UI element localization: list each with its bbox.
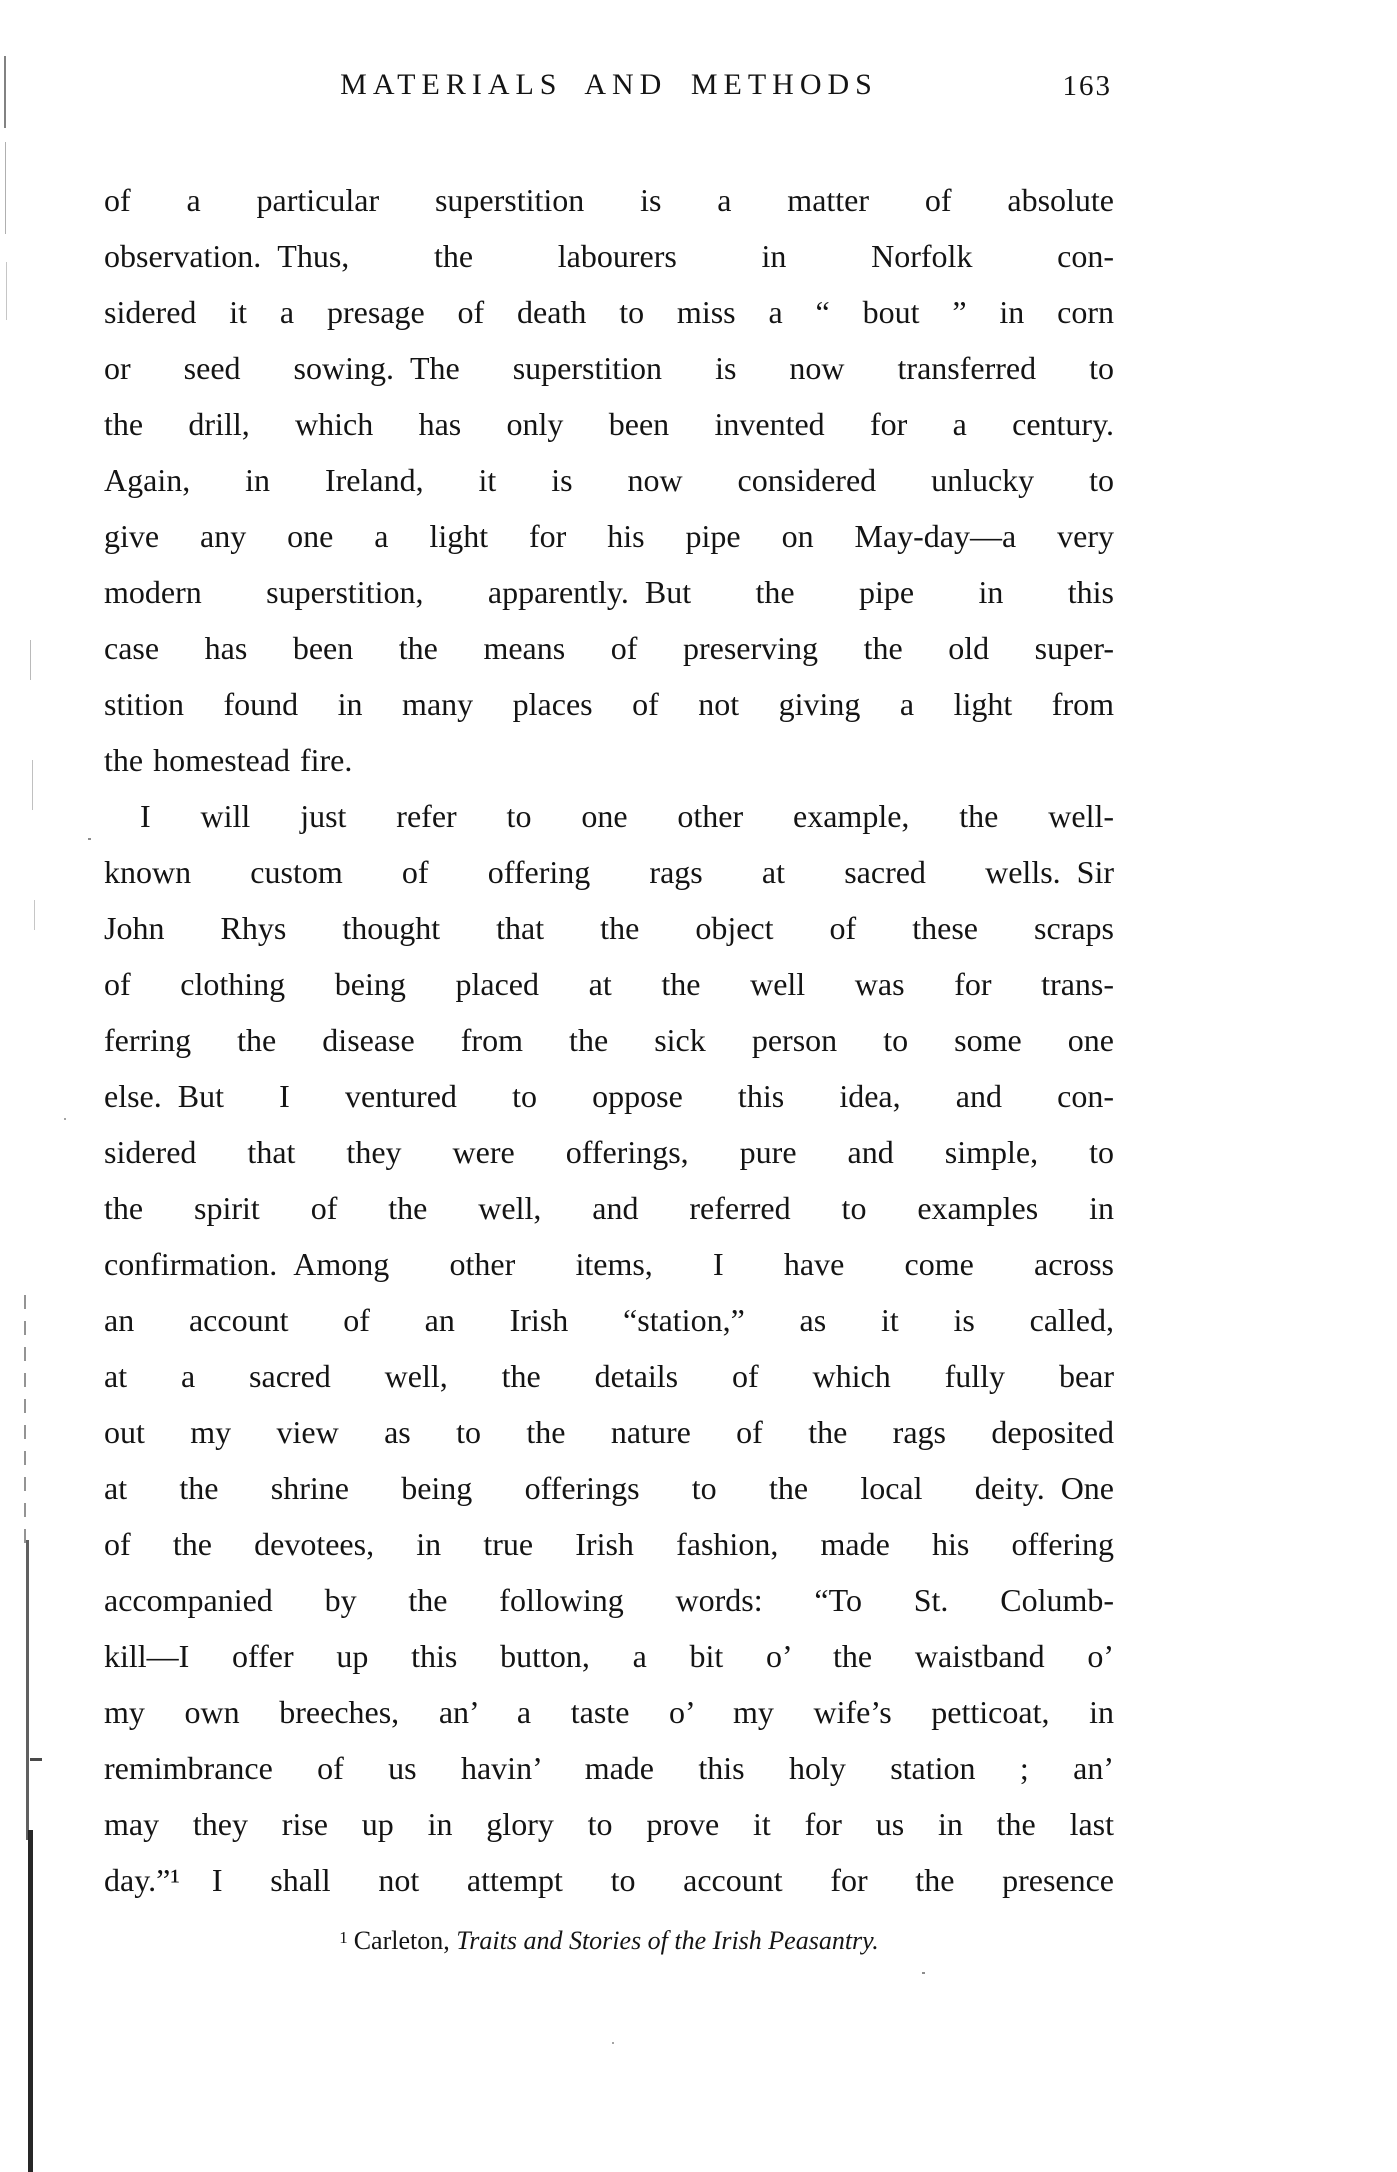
text-line: confirmation. Among other items, I have come across [104,1246,1114,1282]
text-line: Again, in Ireland, it is now considered unlucky to [104,462,1114,498]
text-line: sidered it a presage of death to miss a “ bout ” in corn [104,294,1114,330]
scan-artifact [88,838,91,840]
scan-artifact [64,1118,66,1120]
scan-artifact [5,142,6,234]
scan-artifact [32,760,33,810]
text-line: at a sacred well, the details of which fully bear [104,1358,1114,1394]
text-line: known custom of offering rags at sacred wells. Sir [104,854,1114,890]
scan-artifact [30,640,31,680]
text-line: of clothing being placed at the well was for trans- [104,966,1114,1002]
footnote-citation-title: Traits and Stories of the Irish Peasantry. [456,1926,879,1955]
text-line: I will just refer to one other example, the well- [140,798,1114,834]
scan-artifact [30,1758,42,1761]
text-line: sidered that they were offerings, pure and simple, to [104,1134,1114,1170]
body-text [104,172,1114,1908]
text-line: observation. Thus, the labourers in Norfolk con- [104,238,1114,274]
running-head [104,68,1114,112]
text-line: of the devotees, in true Irish fashion, made his offering [104,1526,1114,1562]
text-line: or seed sowing. The superstition is now transferred to [104,350,1114,386]
scan-artifact [26,1540,29,1840]
text-line: John Rhys thought that the object of these scraps [104,910,1114,946]
text-line: day.”¹ I shall not attempt to account for the presence [104,1862,1114,1898]
text-line: of a particular superstition is a matter of absolute [104,182,1114,218]
text-line: may they rise up in glory to prove it for us in the last [104,1806,1114,1842]
text-line: else. But I ventured to oppose this idea, and con- [104,1078,1114,1114]
text-line: the homestead fire. [104,742,353,778]
scan-artifact [24,1295,26,1545]
text-line: give any one a light for his pipe on May-day—a very [104,518,1114,554]
scan-artifact [922,1972,925,1974]
scan-artifact [612,2042,614,2044]
text-line: kill—I offer up this button, a bit o’ the waistband o’ [104,1638,1114,1674]
text-line: the spirit of the well, and referred to examples in [104,1190,1114,1226]
text-line: an account of an Irish “station,” as it is called, [104,1302,1114,1338]
text-line: stition found in many places of not giving a light from [104,686,1114,722]
page-number: 163 [1062,70,1112,102]
scan-artifact [4,56,6,128]
scan-artifact [34,900,35,930]
footnote-marker: 1 [339,1928,348,1947]
text-line: case has been the means of preserving the old super- [104,630,1114,666]
footnote [104,1926,1114,1956]
text-line: accompanied by the following words: “To St. Columb- [104,1582,1114,1618]
text-line: at the shrine being offerings to the local deity. One [104,1470,1114,1506]
text-line: out my view as to the nature of the rags deposited [104,1414,1114,1450]
text-line: remimbrance of us havin’ made this holy station ; an’ [104,1750,1114,1786]
footnote-citation-roman: Carleton, [353,1926,457,1955]
scan-artifact [28,1830,33,2172]
scan-artifact [6,262,7,320]
text-line: ferring the disease from the sick person to some one [104,1022,1114,1058]
text-line: modern superstition, apparently. But the pipe in this [104,574,1114,610]
text-line: my own breeches, an’ a taste o’ my wife’s petticoat, in [104,1694,1114,1730]
text-line: the drill, which has only been invented for a century. [104,406,1114,442]
page-header-title: MATERIALS AND METHODS [340,68,878,101]
